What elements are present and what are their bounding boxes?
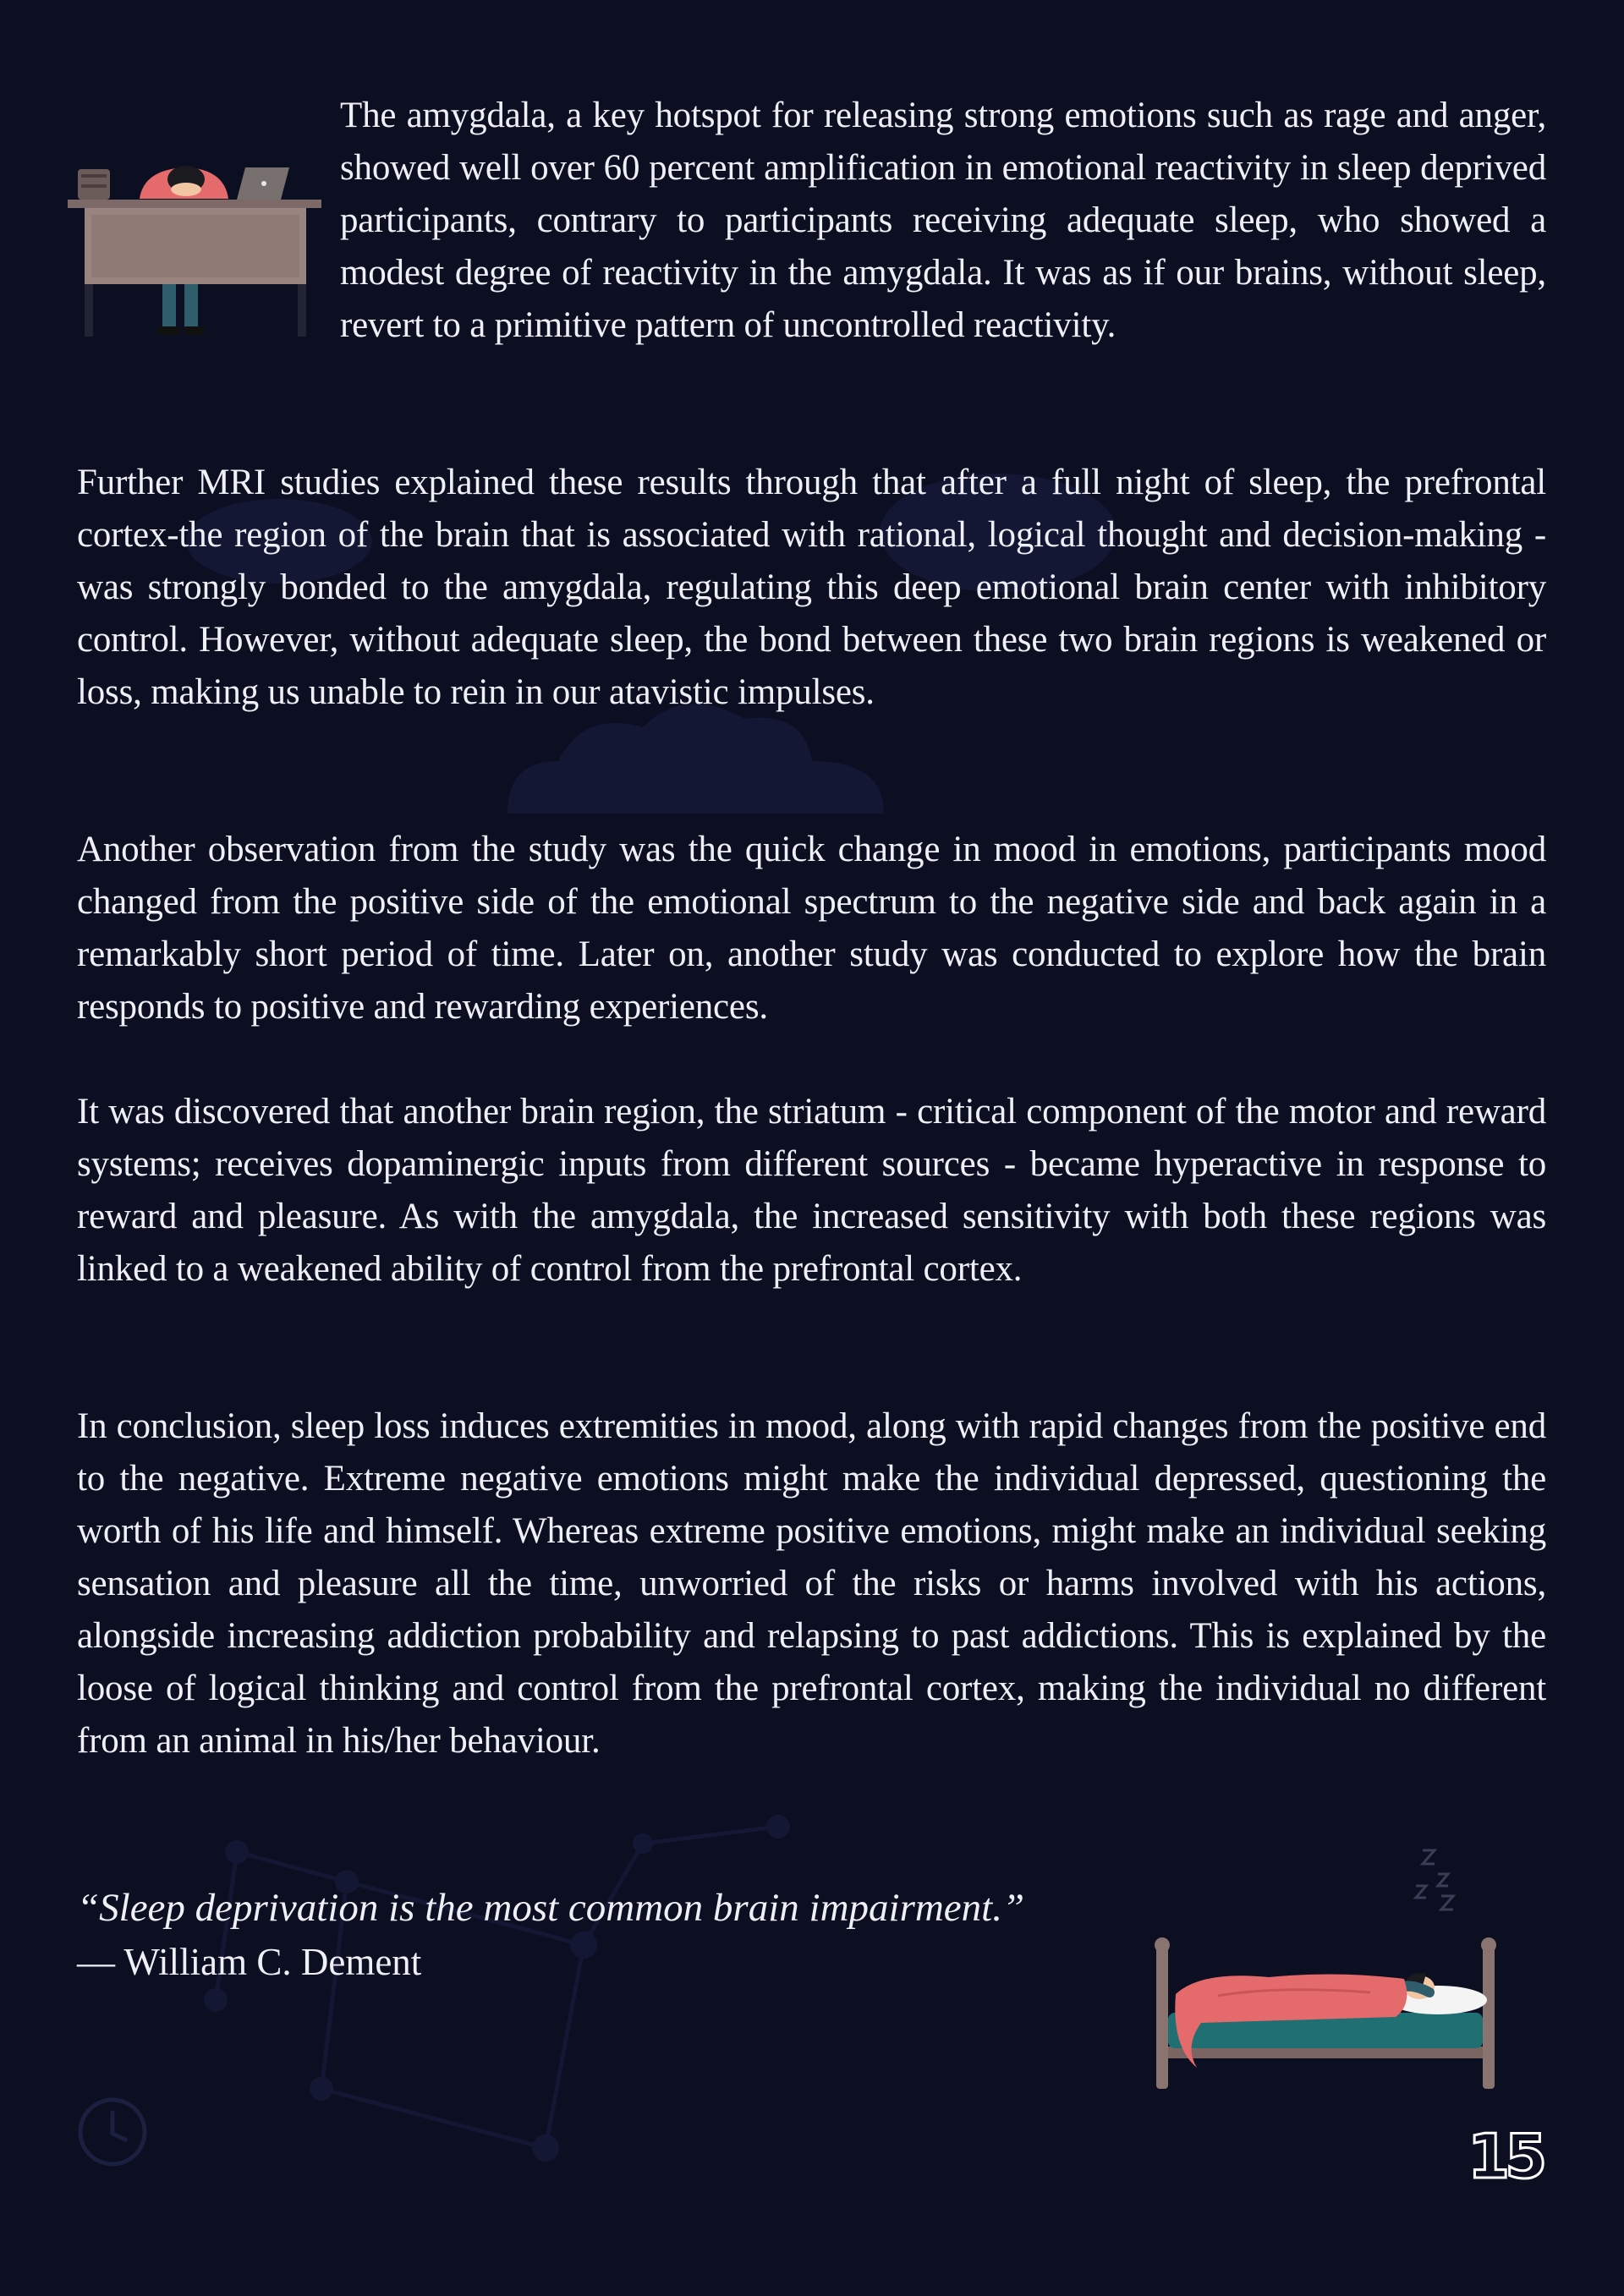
paragraph-mri-studies: [77, 457, 1546, 719]
quote-text: “Sleep deprivation is the most common brain impairment.”: [77, 1886, 1025, 1930]
paragraph-text: It was discovered that another brain region, the striatum - critical component of the motor and reward systems; receives dopaminergic inputs from different sources - became hyperactive in response to reward and pleasure. As with the amygdala, the increased sensitivity with both these regions was linked to a weakened ability of control from the prefrontal cortex.: [77, 1092, 1546, 1289]
page-number: 15: [1468, 2121, 1543, 2192]
paragraph-striatum: [77, 1086, 1546, 1296]
clock-icon: [76, 2096, 149, 2168]
paragraph-text: The amygdala, a key hotspot for releasing strong emotions such as rage and anger, showed well over 60 percent amplification in emotional reactivity in sleep deprived participants, contrary to participants receiving adequate sleep, who showed a modest degree of reactivity in the amygdala. It was as if our brains, without sleep, revert to a primitive pattern of uncontrolled reactivity.: [340, 96, 1546, 345]
paragraph-text: In conclusion, sleep loss induces extremities in mood, along with rapid changes from the positive end to the negative. Extreme negative emotions might make the individual depressed, questioning the worth of his life and himself. Whereas extreme positive emotions, might make an individual seeking sensation and pleasure all the time, unworried of the risks or harms involved with his actions, alongside increasing addiction probability and relapsing to past addictions. This is explained by the loose of logical thinking and control from the prefrontal cortex, making the individual no different from an animal in his/her behaviour.: [77, 1406, 1546, 1761]
zzz-icon: [1416, 1850, 1453, 1910]
person-sleeping-at-desk-icon: [68, 152, 321, 342]
paragraph-text: Another observation from the study was the quick change in mood in emotions, participants mood changed from the positive side of the emotional spectrum to the negative side and back again in a remarkably short period of time. Later on, another study was conducted to explore how the brain responds to positive and rewarding experiences.: [77, 830, 1546, 1027]
paragraph-amygdala: [340, 90, 1546, 352]
quote-attribution: — William C. Dement: [77, 1941, 422, 1983]
paragraph-text: Further MRI studies explained these results through that after a full night of sleep, the prefrontal cortex-the region of the brain that is associated with rational, logical thought and decision-making - was strongly bonded to the amygdala, regulating this deep emotional brain center with inhibitory control. However, without adequate sleep, the bond between these two brain regions is weakened or loss, making us unable to rein in our atavistic impulses.: [77, 463, 1546, 712]
paragraph-mood-change: [77, 824, 1546, 1033]
person-sleeping-in-bed-icon: [1150, 1844, 1506, 2097]
paragraph-conclusion: [77, 1400, 1546, 1767]
